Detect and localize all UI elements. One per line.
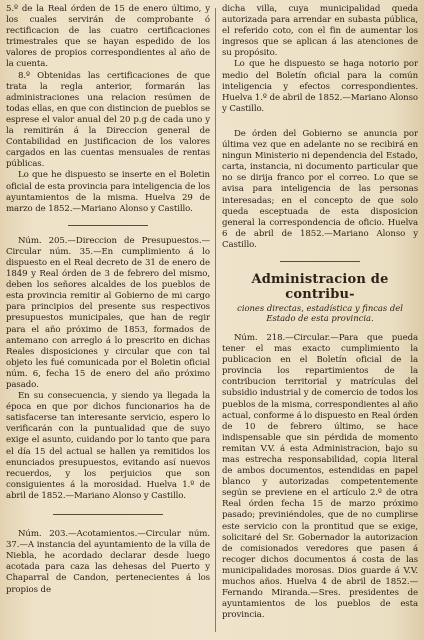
article-paragraph: 8.º Obtenidas las certificaciones de que trata la regla anterior, formarán las administraciones una relacion resúmen de todas ellas, en que con distincion de pueblos se esprese el valor anual del 20 p.g de cada uno y la remitirán á la Direccion general de Contabilidad en justificacion de los valores cargados en las cuentas mensuales de rentas públicas.	[6, 70, 210, 170]
circular-205-paragraph: En su consecuencia, y siendo ya llegada la época en que por dichos funcionarios ha de satisfacerse tan interesante servicio, espero lo verificarán con la puntualidad que de suyo exige el asunto, cuidando por lo tanto que para el día 15 del actual se hallen ya remitidos los enunciados presupuestos, evitando así nuevos recuerdos, y los perjuicios que son consiguientes á la morosidad. Huelva 1.º de abril de 1852.—Mariano Alonso y Castillo.	[6, 391, 210, 501]
article-signature-paragraph: Lo que he dispuesto se haga notorio por medio del Boletín oficial para la común inteligencia y efectos correspondientes. Huelva 1.º de abril de 1852.—Mariano Alonso y Castillo.	[222, 59, 418, 114]
article-paragraph: dicha villa, cuya municipalidad queda autorizada para arrendar en subasta pública, el referido coto, con el fin de aumentar los ingresos que se aplican á las atenciones de su propósito.	[222, 4, 418, 59]
section-separator	[280, 261, 360, 262]
section-separator	[53, 514, 163, 515]
column-divider	[215, 8, 216, 632]
left-column	[6, 4, 210, 636]
section-subheading: ciones directas, estadística y fincas del Estado de esta provincia.	[237, 302, 403, 323]
right-column	[222, 4, 418, 636]
section-heading: Administracion de contribu-	[251, 271, 389, 302]
article-signature-paragraph: Lo que he dispuesto se inserte en el Boletin oficial de esta provincia para inteligencia de los ayuntamientos de la misma. Huelva 29 de marzo de 1852.—Mariano Alonso y Castillo.	[6, 170, 210, 214]
section-separator	[68, 225, 148, 226]
circular-218-paragraph: Núm. 218.—Circular.—Para que pueda tener el mas exacto cumplimiento la publicacion en el Boletín oficial de la provincia los repartimientos de la contribucion territorial y matrículas del subsidio industrial y de comercio de todos los pueblos de la misma, correspondientes al año actual, conforme á lo dispuesto en Real órden de 10 de febrero último, se hace indispensable que sin pérdida de momento remitan V.V. á esta Administracion, bajo su mas estrecha responsabilidad, copia literal de ambos documentos, estendidas en papel blanco y autorizadas competentemente según se previene en el artículo 2.º de otra Real órden fecha 15 de marzo próximo pasado; previniéndoles, que de no cumplirse este servicio con la prontitud que se exige, solicitaré del Sr. Gobernador la autorizacion de comisionados veredores que pasen á recoger dichos documentos á costa de las municipalidades morosas. Dios guarde á V.V. muchos años. Huelva 4 de abril de 1852.—Fernando Miranda.—Sres. presidentes de ayuntamientos de los pueblos de esta provincia.	[222, 332, 418, 621]
government-notice-paragraph: De órden del Gobierno se anuncia por última vez que en adelante no se recibirá en ningun Ministerio ni dependencia del Estado, carta, instancia, ni documento particular que no se dirija franco por el correo. Lo que se avisa para inteligencia de las personas interesadas; en el concepto de que solo queda esceptuada de esta disposicion general la correspondencia de oficio. Huelva 6 de abril de 1852.—Mariano Alonso y Castillo.	[222, 128, 418, 250]
circular-205-paragraph: Núm. 205.—Direccion de Presupuestos.—Circular núm. 35.—En cumplimiento á lo dispuesto en el Real decreto de 31 de enero de 1849 y Real órden de 3 de febrero del mismo, deben los señores alcaldes de los pueblos de esta provincia remitir al Gobierno de mi cargo para principios del presente sus respectivos presupuestos municipales, que han de regir para el año próximo de 1853, formados de antemano con arreglo á lo prescrito en dichas Reales disposiciones y circular que con tal objeto les fué comunicada por el Boletin oficial núm. 6, fecha 15 de enero del año próximo pasado.	[6, 235, 210, 390]
article-paragraph: 5.º de la Real órden de 15 de enero último, y los cuales servirán de comprobante ó rectificacion de las cuatro certificaciones trimestrales que se hayan espedido de los valores de propios correspondientes al año de la cuenta.	[6, 4, 210, 70]
circular-203-paragraph: Núm. 203.—Acotamientos.—Circular núm. 37.—A instancia del ayuntamiento de la villa de Niebla, he acordado declarar desde luego acotada para caza las dehesas del Puerto y Chaparral de Candon, pertenecientes á los propios de	[6, 529, 210, 595]
